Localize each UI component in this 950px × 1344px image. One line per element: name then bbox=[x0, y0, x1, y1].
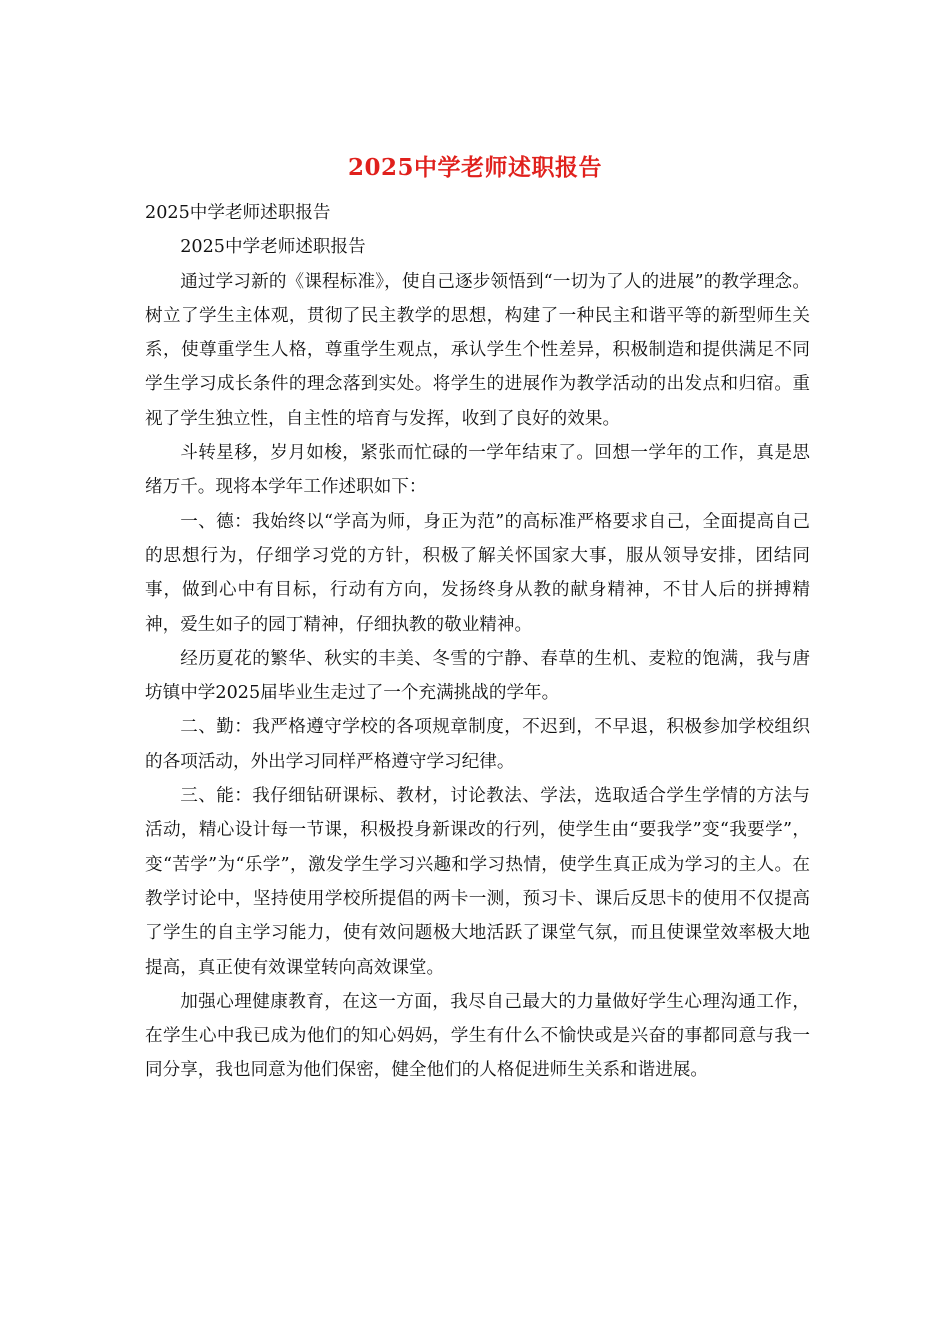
paragraph: 一、德：我始终以“学高为师，身正为范”的高标准严格要求自己，全面提高自己的思想行为，仔细学习党的方针，积极了解关怀国家大事，服从领导安排，团结同事，做到心中有目标，行动有方向，发扬终身从教的献身精神，不甘人后的拼搏精神，爱生如子的园丁精神，仔细执教的敬业精神。 bbox=[145, 511, 810, 635]
paragraph: 二、勤：我严格遵守学校的各项规章制度，不迟到，不早退，积极参加学校组织的各项活动，外出学习同样严格遵守学习纪律。 bbox=[145, 717, 810, 772]
paragraph: 2025中学老师述职报告 bbox=[180, 237, 366, 258]
paragraph: 加强心理健康教育，在这一方面，我尽自己最大的力量做好学生心理沟通工作，在学生心中我已成为他们的知心妈妈，学生有什么不愉快或是兴奋的事都同意与我一同分享，我也同意为他们保密，健全他们的人格促进师生关系和谐进展。 bbox=[145, 991, 810, 1081]
paragraph: 经历夏花的繁华、秋实的丰美、冬雪的宁静、春草的生机、麦粒的饱满，我与唐坊镇中学2025届毕业生走过了一个充满挑战的学年。 bbox=[145, 648, 810, 704]
document-subtitle: 2025中学老师述职报告 bbox=[145, 203, 331, 223]
paragraph: 通过学习新的《课程标准》，使自己逐步领悟到“一切为了人的进展”的教学理念。树立了学生主体观，贯彻了民主教学的思想，构建了一种民主和谐平等的新型师生关系，使尊重学生人格，尊重学生观点，承认学生个性差异，积极制造和提供满足不同学生学习成长条件的理念落到实处。将学生的进展作为教学活动的出发点和归宿。重视了学生独立性，自主性的培育与发挥，收到了良好的效果。 bbox=[145, 271, 810, 429]
document-body bbox=[145, 196, 810, 1088]
document-title: 2025中学老师述职报告 bbox=[347, 154, 602, 181]
paragraph: 三、能：我仔细钻研课标、教材，讨论教法、学法，选取适合学生学情的方法与活动，精心设计每一节课，积极投身新课改的行列，使学生由“要我学”变“我要学”，变“苦学”为“乐学”，激发学生学习兴趣和学习热情，使学生真正成为学习的主人。在教学讨论中，坚持使用学校所提倡的两卡一测，预习卡、课后反思卡的使用不仅提高了学生的自主学习能力，使有效问题极大地活跃了课堂气氛，而且使课堂效率极大地提高，真正使有效课堂转向高效课堂。 bbox=[145, 786, 810, 978]
paragraph: 斗转星移，岁月如梭，紧张而忙碌的一学年结束了。回想一学年的工作，真是思绪万千。现将本学年工作述职如下： bbox=[145, 443, 810, 498]
